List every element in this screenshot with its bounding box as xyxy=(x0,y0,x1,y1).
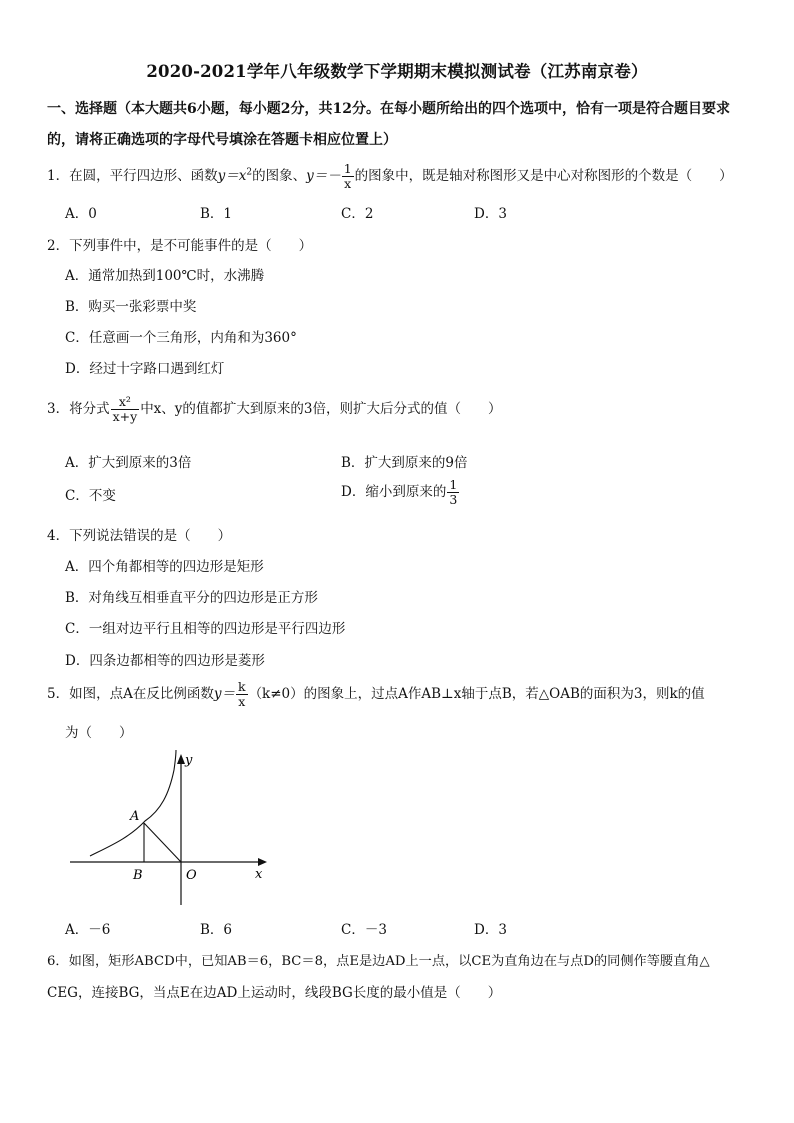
y-axis-label: y xyxy=(185,753,193,768)
option-d[interactable]: D．3 xyxy=(474,922,507,938)
fraction-numerator: k xyxy=(237,679,246,694)
fraction xyxy=(342,162,354,191)
fraction-denominator: x xyxy=(238,694,246,709)
option-a[interactable]: A．－6 xyxy=(65,922,111,938)
option-b[interactable]: B．扩大到原来的9倍 xyxy=(341,455,468,471)
question-text: 3．将分式 xyxy=(47,401,110,417)
point-b-label: B xyxy=(133,868,143,883)
function-label: y＝ xyxy=(213,686,235,702)
question-6-stem: 6．如图，矩形ABCD中，已知AB＝6，BC＝8，点E是边AD上一点，以CE为直角边在与点D的同侧作等腰直角△ xyxy=(47,954,710,969)
fraction-numerator: 1 xyxy=(343,161,352,176)
option-d[interactable] xyxy=(341,478,460,507)
inverse-function-graph xyxy=(65,748,275,908)
fraction-denominator: 3 xyxy=(449,492,458,507)
option-b[interactable]: B．对角线互相垂直平分的四边形是正方形 xyxy=(65,590,318,606)
fraction-denominator: x+y xyxy=(112,409,138,424)
function-label: y＝x xyxy=(217,168,247,184)
option-c[interactable]: C．2 xyxy=(341,206,374,222)
question-5-stem xyxy=(47,680,705,709)
exponent: 2 xyxy=(246,167,253,178)
fraction-denominator: x xyxy=(344,176,352,191)
option-c[interactable]: C．不变 xyxy=(65,488,116,504)
fraction-numerator: 1 xyxy=(449,477,458,492)
fraction-numerator: x² xyxy=(111,395,140,410)
option-b[interactable]: B．购买一张彩票中奖 xyxy=(65,299,197,315)
option-d[interactable]: D．四条边都相等的四边形是菱形 xyxy=(65,653,265,669)
option-text: D．缩小到原来的 xyxy=(341,484,447,500)
question-5-stem-cont: 为（ ） xyxy=(65,725,133,741)
option-d[interactable]: D．经过十字路口遇到红灯 xyxy=(65,361,225,377)
segment-ao xyxy=(144,823,181,862)
question-4-stem: 4．下列说法错误的是（ ） xyxy=(47,528,232,544)
question-2-stem: 2．下列事件中，是不可能事件的是（ ） xyxy=(47,238,313,254)
y-axis-arrow xyxy=(177,754,185,764)
option-a[interactable]: A．扩大到原来的3倍 xyxy=(65,455,192,471)
option-b[interactable]: B．1 xyxy=(200,206,233,222)
fraction xyxy=(111,395,140,424)
option-a[interactable]: A．0 xyxy=(65,206,97,222)
question-6-stem-cont: CEG，连接BG，当点E在边AD上运动时，线段BG长度的最小值是（ ） xyxy=(47,985,502,1001)
option-a[interactable]: A．通常加热到100℃时，水沸腾 xyxy=(65,268,265,284)
question-text: 中x、y的值都扩大到原来的3倍，则扩大后分式的值（ ） xyxy=(140,401,502,417)
option-b[interactable]: B．6 xyxy=(200,922,233,938)
hyperbola-curve xyxy=(90,750,176,856)
page-title: 2020-2021学年八年级数学下学期期末模拟测试卷（江苏南京卷） xyxy=(146,62,648,81)
question-text: 5．如图，点A在反比例函数 xyxy=(47,686,214,702)
fraction xyxy=(236,680,248,709)
question-text: 的图象、 xyxy=(252,168,307,184)
section-heading: 一、选择题（本大题共6小题，每小题2分，共12分。在每小题所给出的四个选项中，恰有一项是符合题目要求的，请将正确选项的字母代号填涂在答题卡相应位置上） xyxy=(47,101,730,148)
function-label: y＝－ xyxy=(306,168,341,184)
option-c[interactable]: C．－3 xyxy=(341,922,387,938)
fraction xyxy=(447,478,459,507)
option-c[interactable]: C．一组对边平行且相等的四边形是平行四边形 xyxy=(65,621,346,637)
question-1-stem xyxy=(47,162,733,191)
question-text: 1．在圆，平行四边形、函数 xyxy=(47,168,218,184)
x-axis-label: x xyxy=(255,867,263,882)
option-a[interactable]: A．四个角都相等的四边形是矩形 xyxy=(65,559,264,575)
origin-label: O xyxy=(186,868,197,883)
option-c[interactable]: C．任意画一个三角形，内角和为360° xyxy=(65,330,297,346)
question-text: 的图象中，既是轴对称图形又是中心对称图形的个数是（ ） xyxy=(354,168,733,184)
point-a-label: A xyxy=(130,809,140,824)
question-3-stem xyxy=(47,395,502,424)
x-axis-arrow xyxy=(258,858,267,866)
question-text: （k≠0）的图象上，过点A作AB⊥x轴于点B，若△OAB的面积为3，则k的值 xyxy=(248,686,705,702)
option-d[interactable]: D．3 xyxy=(474,206,507,222)
